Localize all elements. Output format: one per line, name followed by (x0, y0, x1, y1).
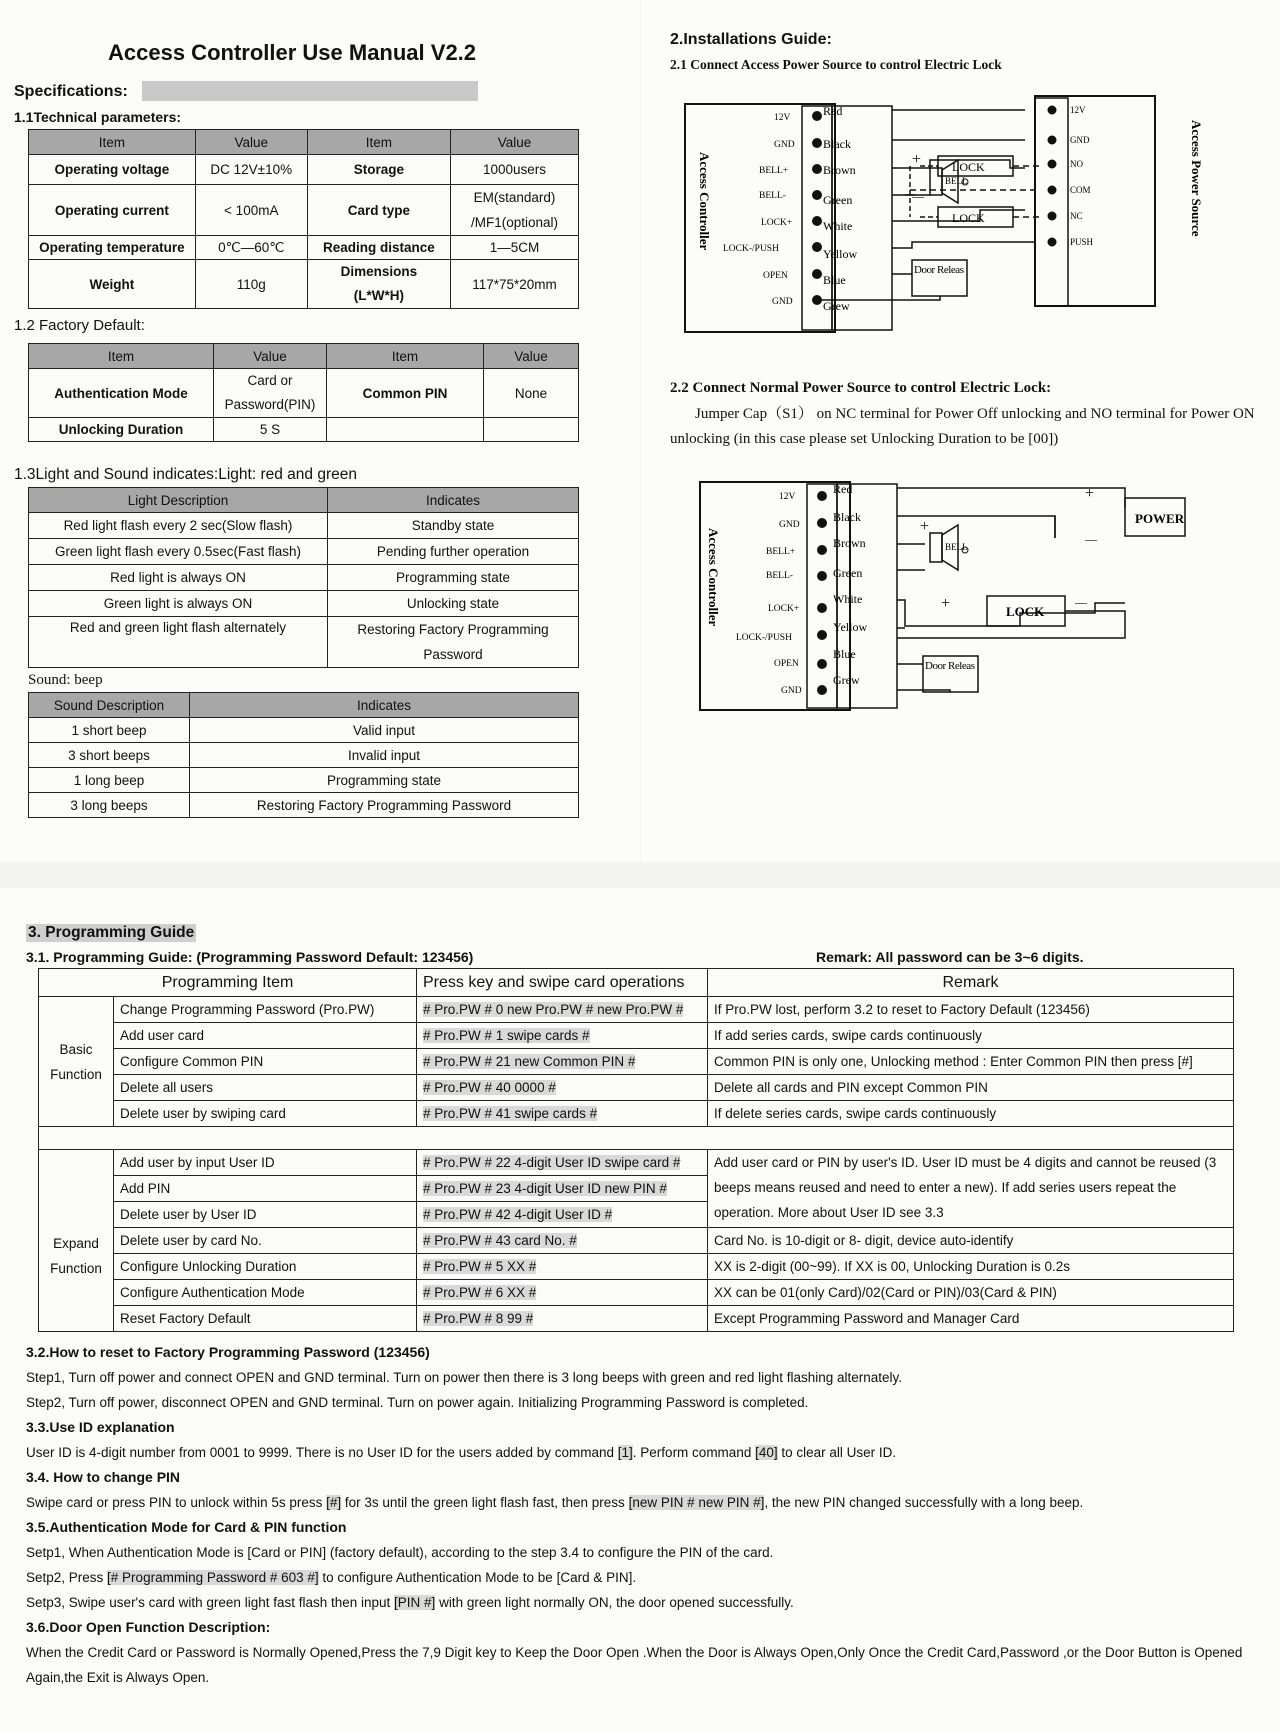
wiring-diagram-2 (695, 478, 1215, 718)
heading-highlight-bar (142, 81, 478, 101)
power-source-label: Access Power Source (1189, 120, 1204, 237)
table-cell: Red light is always ON (29, 565, 328, 591)
operation-code: # Pro.PW # 5 XX # (423, 1259, 537, 1274)
col-header: Press key and swipe card operations (417, 969, 708, 997)
wire-label: Red (833, 482, 853, 496)
table-cell: None (484, 369, 579, 418)
factory-default-heading: 1.2 Factory Default: (14, 317, 145, 334)
col-header: Programming Item (39, 969, 417, 997)
light-indicator-table (28, 487, 579, 668)
operation-code: # Pro.PW # 42 4-digit User ID # (423, 1207, 613, 1222)
table-cell: 0℃—60℃ (195, 236, 307, 260)
table-cell: 1 short beep (29, 718, 190, 743)
operation-code: # Pro.PW # 40 0000 # (423, 1080, 556, 1095)
table-cell: Common PIN (327, 369, 484, 418)
remark-cell: Except Programming Password and Manager Card (708, 1306, 1234, 1332)
ps-terminal-label: PUSH (1070, 237, 1094, 247)
operation-code: # Pro.PW # 23 4-digit User ID new PIN # (423, 1181, 667, 1196)
install-sub2: 2.2 Connect Normal Power Source to control Electric Lock: (670, 380, 1052, 396)
wire-label: White (823, 219, 853, 233)
section-3-2-step1: Step1, Turn off power and connect OPEN and GND terminal. Turn on power then there is 3 long beeps with green and red light flashing alternately. (26, 1370, 903, 1385)
col-header: Remark (708, 969, 1234, 997)
programming-item: Configure Common PIN (114, 1049, 417, 1075)
expand-function-label: Expand Function (39, 1150, 114, 1332)
col-header: Item (29, 130, 196, 155)
ps-terminal-block (1035, 98, 1068, 306)
lock-label: LOCK (952, 211, 985, 225)
ps-terminal-label: NC (1070, 211, 1083, 221)
minus-sign: — (1085, 532, 1097, 546)
operation-cell (417, 1075, 708, 1101)
table-cell: 1 long beep (29, 768, 190, 793)
table-cell: Green light flash every 0.5sec(Fast flash) (29, 539, 328, 565)
text-span: with green light normally ON, the door opened successfully. (435, 1595, 794, 1610)
terminal-label: BELL- (766, 571, 793, 581)
plus-sign: + (941, 595, 951, 612)
minus-sign: — (1075, 595, 1087, 609)
section-3-6-text: When the Credit Card or Password is Normally Opened,Press the 7,9 Digit key to Keep the Door Open .When the Door is Always Open,Only Once the Credit Card,Password ,or the Door Button is Opened Again,the Exit is Always Open. (26, 1645, 1243, 1685)
terminal-label: 12V (779, 492, 796, 502)
table-cell: 110g (195, 260, 307, 309)
plus-sign: + (1085, 485, 1095, 502)
table-cell: Standby state (328, 513, 579, 539)
table-cell: Operating temperature (29, 236, 196, 260)
table-cell (327, 418, 484, 442)
command-code: [new PIN # new PIN #] (628, 1495, 765, 1510)
table-cell: Operating voltage (29, 155, 196, 185)
wire-label: Black (833, 510, 861, 524)
power-source-box (1035, 96, 1155, 306)
controller-label: Access Controller (697, 152, 712, 251)
operation-code: # Pro.PW # 41 swipe cards # (423, 1106, 598, 1121)
operation-cell (417, 1228, 708, 1254)
text-span: , the new PIN changed successfully with a long beep. (764, 1495, 1084, 1510)
table-cell: Programming state (190, 768, 579, 793)
col-header: Item (307, 130, 450, 155)
terminal-label: GND (779, 520, 800, 530)
table-cell: 3 short beeps (29, 743, 190, 768)
text-span: Setp2, Press (26, 1570, 108, 1585)
table-cell: Red and green light flash alternately (29, 617, 328, 668)
bell-icon (930, 525, 968, 570)
operation-code: # Pro.PW # 6 XX # (423, 1285, 537, 1300)
table-cell: Card or Password(PIN) (214, 369, 327, 418)
section-3-5-title: 3.5.Authentication Mode for Card & PIN function (26, 1519, 347, 1535)
basic-function-label: Basic Function (39, 997, 114, 1127)
terminal-label: OPEN (763, 271, 788, 281)
programming-item: Add user card (114, 1023, 417, 1049)
sound-heading: Sound: beep (28, 672, 103, 688)
table-cell: 5 S (214, 418, 327, 442)
operation-cell (417, 1049, 708, 1075)
remark-cell: If add series cards, swipe cards continuously (708, 1023, 1234, 1049)
terminal-label: BELL+ (766, 547, 796, 557)
table-cell: 1000users (450, 155, 578, 185)
table-cell: 117*75*20mm (450, 260, 578, 309)
table-cell: Unlocking state (328, 591, 579, 617)
operation-code: # Pro.PW # 21 new Common PIN # (423, 1054, 636, 1069)
programming-item: Add PIN (114, 1176, 417, 1202)
text-span: for 3s until the green light flash fast, then press (341, 1495, 629, 1510)
wire-label: Blue (823, 273, 846, 287)
terminal-label: LOCK+ (761, 218, 793, 228)
table-cell: 1—5CM (450, 236, 578, 260)
terminal-label: LOCK+ (768, 604, 800, 614)
col-header: Light Description (29, 488, 328, 513)
section-3-2-step2: Step2, Turn off power, disconnect OPEN and GND terminal. Turn on power again. Initializing Programming Password is completed. (26, 1395, 809, 1410)
bell-label: BELL (945, 176, 968, 186)
lock-label: LOCK (1006, 604, 1045, 619)
manual-title: Access Controller Use Manual V2.2 (108, 40, 477, 65)
wire-label: Yellow (823, 247, 858, 261)
terminal-label: 12V (774, 113, 791, 123)
operation-code: # Pro.PW # 43 card No. # (423, 1233, 577, 1248)
terminal-labels (723, 113, 795, 307)
col-header: Value (450, 130, 578, 155)
terminal-labels (736, 492, 802, 696)
section-3-3-text (26, 1440, 1266, 1465)
section-3-4-text (26, 1490, 1266, 1515)
light-sound-heading: 1.3Light and Sound indicates:Light: red and green (14, 466, 357, 483)
programming-sub: 3.1. Programming Guide: (Programming Password Default: 123456) (26, 949, 474, 965)
remark-cell: Delete all cards and PIN except Common PIN (708, 1075, 1234, 1101)
ps-terminal-label: GND (1070, 135, 1090, 145)
table-cell: Programming state (328, 565, 579, 591)
wire-label: Blue (833, 647, 856, 661)
controller-label: Access Controller (706, 528, 721, 627)
section-3-5-step3 (26, 1590, 1266, 1615)
command-code: [1] (617, 1445, 633, 1460)
col-header: Value (214, 344, 327, 369)
section-3-5-step1: Setp1, When Authentication Mode is [Card or PIN] (factory default), according to the step 3.4 to configure the PIN of the card. (26, 1545, 774, 1560)
table-cell: Red light flash every 2 sec(Slow flash) (29, 513, 328, 539)
wire-label: Brown (823, 163, 856, 177)
lock-label: LOCK (952, 160, 985, 174)
section-3-4-title: 3.4. How to change PIN (26, 1469, 181, 1485)
table-cell: Valid input (190, 718, 579, 743)
command-code: [# Programming Password # 603 #] (107, 1570, 319, 1585)
wire-labels (823, 104, 857, 313)
col-header: Item (29, 344, 214, 369)
programming-remark: Remark: All password can be 3~6 digits. (816, 949, 1084, 965)
programming-item: Configure Authentication Mode (114, 1280, 417, 1306)
install-sub2-text: Jumper Cap（S1） on NC terminal for Power Off unlocking and NO terminal for Power ON unlocking (in this case please set Unlocking Duration to be [00]) (670, 406, 1255, 447)
door-release-label: Door Releas (925, 660, 975, 672)
table-cell: Dimensions (L*W*H) (307, 260, 450, 309)
table-cell: Restoring Factory Programming Password (328, 617, 579, 668)
ps-terminal-label: 12V (1070, 105, 1086, 115)
table-cell: DC 12V±10% (195, 155, 307, 185)
section-3-3-title: 3.3.Use ID explanation (26, 1419, 175, 1435)
operation-cell (417, 997, 708, 1023)
operation-cell (417, 1023, 708, 1049)
remark-cell: XX can be 01(only Card)/02(Card or PIN)/03(Card & PIN) (708, 1280, 1234, 1306)
wire-label: Grew (823, 299, 850, 313)
wire-label: Grew (833, 673, 860, 687)
table-cell: Reading distance (307, 236, 450, 260)
remark-cell: If Pro.PW lost, perform 3.2 to reset to Factory Default (123456) (708, 997, 1234, 1023)
programming-item: Change Programming Password (Pro.PW) (114, 997, 417, 1023)
wire-label: Brown (833, 536, 866, 550)
section-3-2-title: 3.2.How to reset to Factory Programming Password (123456) (26, 1344, 430, 1360)
remark-cell: Common PIN is only one, Unlocking method : Enter Common PIN then press [#] (708, 1049, 1234, 1075)
wire-label: White (833, 592, 863, 606)
terminal-label: LOCK-/PUSH (736, 633, 792, 643)
operation-cell (417, 1254, 708, 1280)
col-header: Item (327, 344, 484, 369)
terminal-dots (812, 111, 822, 305)
tech-params-heading: 1.1Technical parameters: (14, 109, 182, 125)
install-heading: 2.Installations Guide: (670, 31, 832, 48)
ps-terminal-labels (1070, 105, 1094, 247)
operation-cell (417, 1101, 708, 1127)
table-cell: Unlocking Duration (29, 418, 214, 442)
terminal-label: BELL+ (759, 166, 789, 176)
minus-sign: — (912, 189, 924, 203)
ps-terminal-dots (1048, 106, 1057, 247)
col-header: Indicates (328, 488, 579, 513)
command-code: [PIN #] (394, 1595, 436, 1610)
terminal-label: GND (772, 297, 793, 307)
terminal-label: OPEN (774, 659, 799, 669)
table-cell: Operating current (29, 185, 196, 236)
remark-cell: XX is 2-digit (00~99). If XX is 00, Unlocking Duration is 0.2s (708, 1254, 1234, 1280)
section-3-5-step2 (26, 1565, 1266, 1590)
table-cell: Authentication Mode (29, 369, 214, 418)
col-header: Indicates (190, 693, 579, 718)
spacer-row (39, 1127, 1234, 1150)
remark-cell: Add user card or PIN by user's ID. User ID must be 4 digits and cannot be reused (3 beeps means reused and need to enter a new). If add series users repeat the operation. More about User ID see 3.3 (708, 1150, 1234, 1228)
programming-item: Delete all users (114, 1075, 417, 1101)
table-cell: Restoring Factory Programming Password (190, 793, 579, 818)
table-cell: 3 long beeps (29, 793, 190, 818)
text-span: Setp3, Swipe user's card with green light fast flash then input (26, 1595, 395, 1610)
install-sub1: 2.1 Connect Access Power Source to control Electric Lock (670, 57, 1002, 72)
operation-cell (417, 1280, 708, 1306)
programming-item: Delete user by User ID (114, 1202, 417, 1228)
operation-cell (417, 1306, 708, 1332)
table-cell: EM(standard) /MF1(optional) (450, 185, 578, 236)
command-code: [#] (326, 1495, 342, 1510)
terminal-label: GND (781, 686, 802, 696)
text-span: . Perform command (632, 1445, 756, 1460)
table-cell: Storage (307, 155, 450, 185)
col-header: Value (484, 344, 579, 369)
wire-label: Green (833, 566, 863, 580)
tech-params-table (28, 129, 579, 309)
table-cell: < 100mA (195, 185, 307, 236)
wire-label: Green (823, 193, 853, 207)
programming-heading: 3. Programming Guide (28, 924, 195, 941)
power-label: POWER (1135, 511, 1185, 526)
wire-label: Red (823, 104, 843, 118)
programming-item: Add user by input User ID (114, 1150, 417, 1176)
specifications-heading: Specifications: (14, 83, 128, 100)
text-span: to configure Authentication Mode to be [Card & PIN]. (318, 1570, 637, 1585)
section-3-6-title: 3.6.Door Open Function Description: (26, 1619, 271, 1635)
plus-sign: + (920, 518, 930, 535)
programming-item: Delete user by swiping card (114, 1101, 417, 1127)
sound-indicator-table (28, 692, 579, 818)
sections-block (26, 1340, 1266, 1690)
text-span: Swipe card or press PIN to unlock within 5s press (26, 1495, 327, 1510)
wire-label: Black (823, 137, 851, 151)
operation-code: # Pro.PW # 1 swipe cards # (423, 1028, 590, 1043)
table-cell: Card type (307, 185, 450, 236)
terminal-label: BELL- (759, 191, 786, 201)
plus-sign: + (912, 151, 922, 168)
operation-cell (417, 1150, 708, 1176)
operation-code: # Pro.PW # 0 new Pro.PW # new Pro.PW # (423, 1002, 684, 1017)
table-cell: Invalid input (190, 743, 579, 768)
table-cell: Green light is always ON (29, 591, 328, 617)
terminal-label: GND (774, 140, 795, 150)
programming-item: Reset Factory Default (114, 1306, 417, 1332)
operation-cell (417, 1202, 708, 1228)
text-span: User ID is 4-digit number from 0001 to 9999. There is no User ID for the users added by command (26, 1445, 618, 1460)
bell-label: BELL (945, 542, 968, 552)
factory-default-table (28, 343, 579, 442)
remark-cell: Card No. is 10-digit or 8- digit, device auto-identify (708, 1228, 1234, 1254)
remark-cell: If delete series cards, swipe cards continuously (708, 1101, 1234, 1127)
table-cell: Pending further operation (328, 539, 579, 565)
programming-table (38, 968, 1234, 1332)
ps-terminal-label: COM (1070, 185, 1091, 195)
programming-item: Configure Unlocking Duration (114, 1254, 417, 1280)
operation-cell (417, 1176, 708, 1202)
wire-label: Yellow (833, 620, 868, 634)
programming-item: Delete user by card No. (114, 1228, 417, 1254)
door-release-label: Door Releas (914, 264, 964, 276)
table-cell: Weight (29, 260, 196, 309)
ps-terminal-label: NO (1070, 159, 1083, 169)
terminal-label: LOCK-/PUSH (723, 244, 779, 254)
table-cell (484, 418, 579, 442)
col-header: Sound Description (29, 693, 190, 718)
command-code: [40] (755, 1445, 778, 1460)
terminal-dots (817, 491, 827, 695)
wiring-diagram-1 (680, 100, 1204, 340)
col-header: Value (195, 130, 307, 155)
operation-code: # Pro.PW # 22 4-digit User ID swipe card # (423, 1155, 681, 1170)
operation-code: # Pro.PW # 8 99 # (423, 1311, 534, 1326)
text-span: to clear all User ID. (777, 1445, 897, 1460)
